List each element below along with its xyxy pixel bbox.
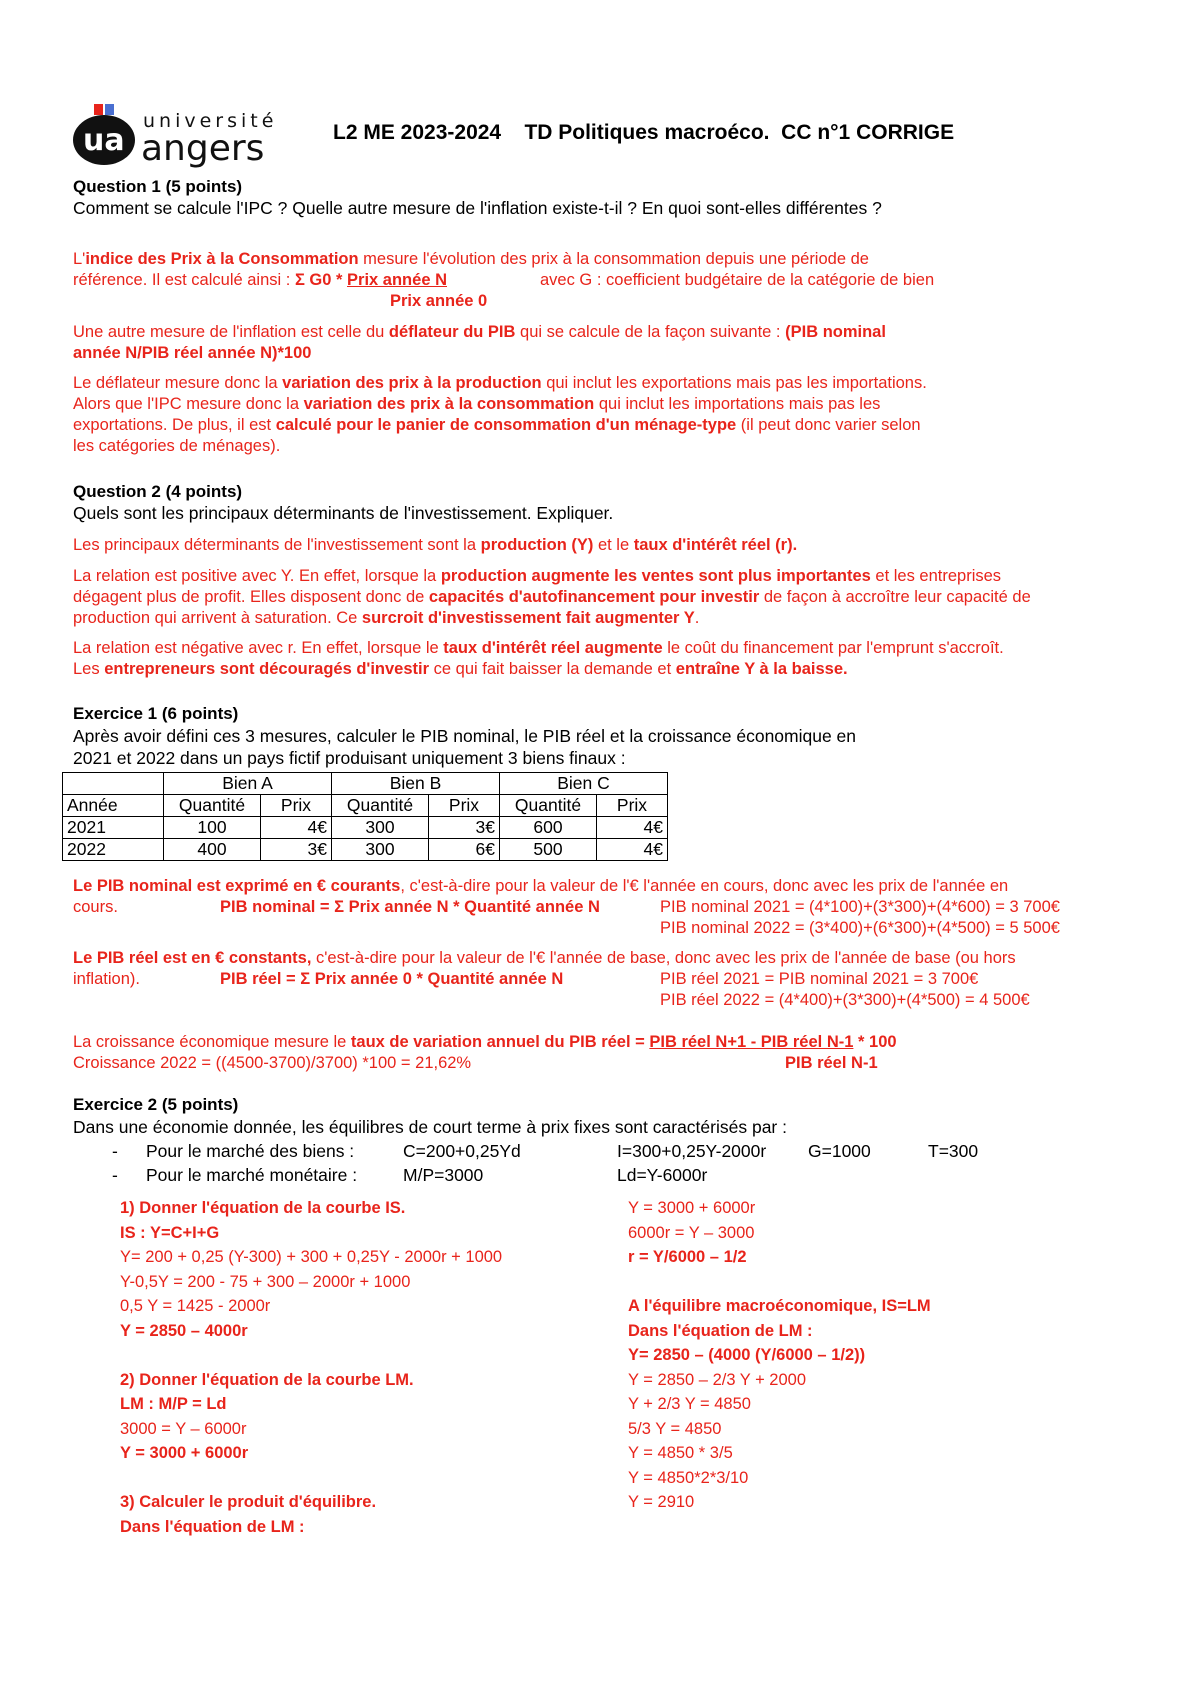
table-cell: 3€ (261, 839, 332, 861)
ex1-croissance-line2: Croissance 2022 = ((4500-3700)/3700) *100 = 21,62% (73, 1054, 472, 1072)
ex2-left-line: 0,5 Y = 1425 - 2000r (120, 1297, 271, 1315)
table-subheader: Quantité (164, 795, 261, 817)
bullet-dash: - (112, 1141, 118, 1161)
ex1-nominal-2022: PIB nominal 2022 = (3*400)+(6*300)+(4*500) = 5 500€ (660, 919, 1060, 937)
ex2-right-column (628, 1196, 1148, 1515)
table-cell: 3€ (429, 817, 500, 839)
table-cell: 6€ (429, 839, 500, 861)
ex2-right-line: Y = 2850 – 2/3 Y + 2000 (628, 1370, 807, 1389)
q1-answer-deflateur-line1: Une autre mesure de l'inflation est celle du déflateur du PIB qui se calcule de la façon suivante : (PIB nominal (73, 323, 886, 341)
table-cell: 500 (500, 839, 597, 861)
q1-answer-deflateur-line2: année N/PIB réel année N)*100 (73, 344, 312, 362)
ex1-nominal-line2: cours. (73, 898, 118, 916)
ex2-bullet2-l: Ld=Y-6000r (617, 1165, 708, 1185)
ex2-left-line: IS : Y=C+I+G (120, 1223, 220, 1242)
goods-table (62, 772, 668, 861)
ex1-reel-line2: inflation). (73, 970, 140, 988)
ex2-right-line: Dans l'équation de LM : (628, 1321, 813, 1340)
ex2-bullet1-c: C=200+0,25Yd (403, 1141, 521, 1161)
table-subheader: Quantité (500, 795, 597, 817)
ex2-left-line: Y = 3000 + 6000r (120, 1444, 249, 1462)
q1-answer-diff-line3: exportations. De plus, il est calculé pour le panier de consommation d'un ménage-type (il peut donc varier selon (73, 416, 921, 434)
q1-question: Comment se calcule l'IPC ? Quelle autre mesure de l'inflation existe-t-il ? En quoi sont-elles différentes ? (73, 198, 882, 218)
page-title: L2 ME 2023-2024 TD Politiques macroéco. CC n°1 CORRIGE (333, 121, 955, 144)
q1-answer-line1: L'indice des Prix à la Consommation mesure l'évolution des prix à la consommation depuis une période de (73, 250, 869, 268)
table-subheader-row (63, 795, 668, 817)
ex2-bullet1-t: T=300 (928, 1141, 979, 1161)
ex2-right-line: 5/3 Y = 4850 (628, 1419, 722, 1438)
ex2-bullet1-label: Pour le marché des biens : (146, 1141, 355, 1161)
q2-answer-line1: Les principaux déterminants de l'investissement sont la production (Y) et le taux d'intérêt réel (r). (73, 536, 798, 554)
table-subheader: Prix (261, 795, 332, 817)
ex2-bullet1-g: G=1000 (808, 1141, 871, 1161)
ex2-right-line: Y = 3000 + 6000r (628, 1199, 756, 1217)
q1-answer-diff-line4: les catégories de ménages). (73, 437, 281, 455)
q1-answer-line2: référence. Il est calculé ainsi : Σ G0 * Prix année N (73, 271, 447, 289)
q2-answer-positive-line1: La relation est positive avec Y. En effet, lorsque la production augmente les ventes sont plus importantes et les entreprises (73, 567, 1002, 585)
table-subheader: Prix (597, 795, 668, 817)
table-header-row (63, 773, 668, 795)
ex2-right-line: A l'équilibre macroéconomique, IS=LM (628, 1297, 931, 1315)
table-cell: 300 (332, 839, 429, 861)
ex2-bullet1-i: I=300+0,25Y-2000r (617, 1141, 767, 1161)
ex2-left-line: LM : M/P = Ld (120, 1395, 227, 1413)
ex2-right-line: r = Y/6000 – 1/2 (628, 1248, 747, 1266)
ex2-right-line: 6000r = Y – 3000 (628, 1223, 755, 1242)
ex2-left-line: Y-0,5Y = 200 - 75 + 300 – 2000r + 1000 (120, 1272, 411, 1291)
q2-answer-negative-line2: Les entrepreneurs sont découragés d'investir ce qui fait baisser la demande et entraîne Y à la baisse. (73, 660, 848, 678)
q1-answer-denominator: Prix année 0 (390, 292, 488, 310)
table-cell-year: 2022 (63, 839, 164, 861)
ex2-left-line: 2) Donner l'équation de la courbe LM. (120, 1370, 414, 1389)
ex1-reel-line1: Le PIB réel est en € constants, c'est-à-dire pour la valeur de l'€ l'année de base, donc avec les prix de l'année de base (ou hors (73, 949, 1016, 967)
ex1-croissance-line1: La croissance économique mesure le taux de variation annuel du PIB réel = PIB réel N+1 - PIB réel N-1 * 100 (73, 1033, 897, 1051)
ex2-right-line: Y= 2850 – (4000 (Y/6000 – 1/2)) (628, 1346, 866, 1364)
table-cell: 4€ (261, 817, 332, 839)
q2-answer-negative-line1: La relation est négative avec r. En effet, lorsque le taux d'intérêt réel augmente le coût du financement par l'emprunt s'accroît. (73, 639, 1004, 657)
q2-answer-positive-line3: production qui arrivent à saturation. Ce surcroit d'investissement fait augmenter Y. (73, 609, 700, 627)
table-cell: 4€ (597, 839, 668, 861)
ex2-left-column (120, 1196, 640, 1539)
ex2-heading: Exercice 2 (5 points) (73, 1095, 239, 1114)
table-subheader: Prix (429, 795, 500, 817)
table-row (63, 839, 668, 861)
q2-question: Quels sont les principaux déterminants de l'investissement. Expliquer. (73, 503, 614, 523)
ex2-intro: Dans une économie donnée, les équilibres de court terme à prix fixes sont caractérisés par : (73, 1117, 787, 1137)
q1-heading: Question 1 (5 points) (73, 177, 243, 196)
ex2-left-line (120, 1343, 640, 1368)
ex2-right-line (628, 1270, 1148, 1295)
logo-mark: ua (83, 123, 125, 158)
ex2-right-line: Y = 4850 * 3/5 (628, 1444, 733, 1462)
ex1-nominal-2021: PIB nominal 2021 = (4*100)+(3*300)+(4*600) = 3 700€ (660, 898, 1060, 916)
table-cell: 400 (164, 839, 261, 861)
q1-answer-coef: avec G : coefficient budgétaire de la catégorie de bien (540, 271, 935, 289)
ex1-reel-2022: PIB réel 2022 = (4*400)+(3*300)+(4*500) = 4 500€ (660, 991, 1030, 1009)
ex1-question-line1: Après avoir défini ces 3 mesures, calculer le PIB nominal, le PIB réel et la croissance économique en (73, 726, 857, 746)
ex2-left-line: Dans l'équation de LM : (120, 1517, 305, 1536)
table-good-b: Bien B (332, 773, 500, 795)
table-corner (63, 773, 164, 795)
logo-university-text: université (143, 110, 278, 132)
ex1-question-line2: 2021 et 2022 dans un pays fictif produisant uniquement 3 biens finaux : (73, 748, 626, 768)
table-cell: 100 (164, 817, 261, 839)
table-cell: 300 (332, 817, 429, 839)
table-subheader: Quantité (332, 795, 429, 817)
table-year-header: Année (63, 795, 164, 817)
ex2-right-line: Y = 4850*2*3/10 (628, 1468, 749, 1487)
ex1-reel-formula: PIB réel = Σ Prix année 0 * Quantité année N (220, 970, 564, 988)
table-cell: 4€ (597, 817, 668, 839)
ex1-heading: Exercice 1 (6 points) (73, 704, 239, 723)
logo-city-text: angers (141, 128, 265, 169)
table-row (63, 817, 668, 839)
ex2-right-line: Y = 2910 (628, 1493, 695, 1511)
ex2-left-line: 3) Calculer le produit d'équilibre. (120, 1493, 377, 1511)
table-cell-year: 2021 (63, 817, 164, 839)
ex1-reel-2021: PIB réel 2021 = PIB nominal 2021 = 3 700€ (660, 970, 979, 988)
table-cell: 600 (500, 817, 597, 839)
table-good-a: Bien A (164, 773, 332, 795)
angers-logo-icon (72, 100, 292, 170)
ex2-left-line: Y = 2850 – 4000r (120, 1321, 248, 1340)
ex1-nominal-formula: PIB nominal = Σ Prix année N * Quantité année N (220, 898, 600, 916)
table-good-c: Bien C (500, 773, 668, 795)
q1-answer-diff-line1: Le déflateur mesure donc la variation des prix à la production qui inclut les exportations mais pas les importations. (73, 374, 927, 392)
q2-answer-positive-line2: dégagent plus de profit. Elles disposent donc de capacités d'autofinancement pour investir de façon à accroître leur capacité de (73, 588, 1031, 606)
q2-heading: Question 2 (4 points) (73, 482, 243, 501)
ex2-left-line: 1) Donner l'équation de la courbe IS. (120, 1199, 406, 1217)
ex2-left-line (120, 1466, 640, 1491)
ex1-nominal-line1: Le PIB nominal est exprimé en € courants, c'est-à-dire pour la valeur de l'€ l'année en cours, donc avec les prix de l'année en (73, 877, 1009, 895)
ex2-left-line: 3000 = Y – 6000r (120, 1419, 247, 1438)
ex1-croissance-denominator: PIB réel N-1 (785, 1054, 878, 1072)
bullet-dash: - (112, 1165, 118, 1185)
ex2-left-line: Y= 200 + 0,25 (Y-300) + 300 + 0,25Y - 2000r + 1000 (120, 1248, 503, 1266)
q1-answer-diff-line2: Alors que l'IPC mesure donc la variation des prix à la consommation qui inclut les importations mais pas les (73, 395, 881, 413)
ex2-bullet2-m: M/P=3000 (403, 1165, 484, 1185)
university-logo (72, 100, 292, 170)
ex2-bullet2-label: Pour le marché monétaire : (146, 1165, 358, 1185)
ex2-right-line: Y + 2/3 Y = 4850 (628, 1395, 751, 1413)
